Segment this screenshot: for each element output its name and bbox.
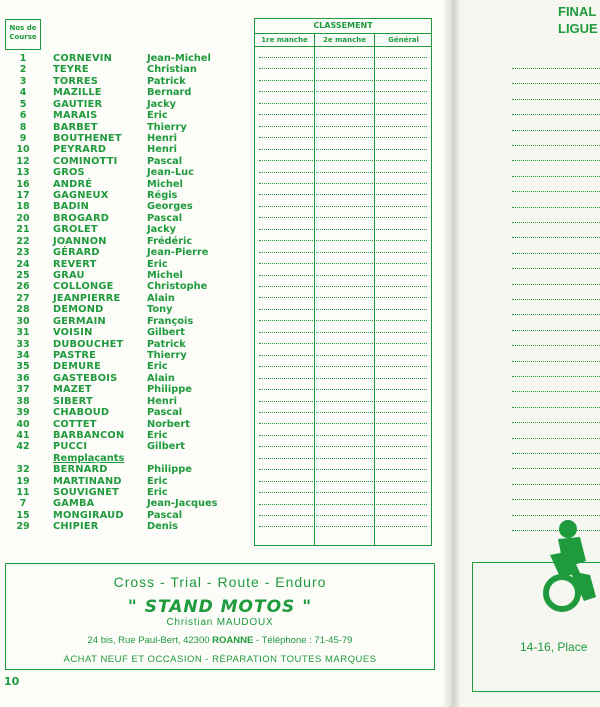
right-page-dotted-line	[512, 391, 600, 392]
rider-row	[5, 350, 255, 361]
rider-surname: SIBERT	[53, 395, 93, 407]
result-line	[259, 229, 427, 230]
rider-row	[5, 270, 255, 281]
rider-number: 31	[16, 327, 30, 339]
rider-number: 17	[16, 190, 30, 202]
right-page-dotted-line	[512, 145, 600, 146]
rider-firstname: François	[147, 315, 194, 327]
rider-number: 5	[19, 98, 27, 110]
rider-surname: PEYRARD	[53, 144, 107, 156]
page-gutter	[444, 0, 460, 707]
rider-surname: DUBOUCHET	[53, 338, 124, 350]
rider-number: 42	[16, 441, 30, 453]
result-line	[259, 309, 427, 310]
result-line	[259, 172, 427, 173]
result-line	[259, 194, 427, 195]
rider-surname: MARAIS	[53, 110, 98, 122]
rider-surname: JOANNON	[53, 235, 107, 247]
header-rule	[255, 46, 431, 47]
rider-surname: COMINOTTI	[53, 155, 118, 167]
result-line	[259, 332, 427, 333]
rider-surname: GAUTIER	[53, 98, 103, 110]
right-page-dotted-line	[512, 438, 600, 439]
rider-firstname: Henri	[147, 144, 178, 156]
rider-number: 7	[19, 498, 27, 510]
rider-firstname: Norbert	[147, 418, 190, 430]
rider-surname: COLLONGE	[53, 281, 114, 293]
rider-firstname: Christophe	[147, 281, 208, 293]
right-page-dotted-line	[512, 284, 600, 285]
rider-number: 20	[16, 212, 30, 224]
result-line	[259, 412, 427, 413]
rider-number: 16	[16, 178, 30, 190]
result-line	[259, 275, 427, 276]
rider-row	[5, 464, 255, 475]
rider-row	[5, 384, 255, 395]
rider-surname: GERMAIN	[53, 315, 106, 327]
right-page-dotted-line	[512, 499, 600, 500]
rider-row	[5, 224, 255, 235]
rider-number: 29	[16, 521, 30, 533]
rider-number: 10	[16, 144, 30, 156]
rider-row	[5, 201, 255, 212]
rider-surname: MAZILLE	[53, 87, 102, 99]
page-number: 10	[4, 675, 20, 688]
rider-surname: BADIN	[53, 201, 90, 213]
rider-surname: SOUVIGNET	[53, 487, 119, 499]
rider-surname: CHABOUD	[53, 407, 110, 419]
substitutes-heading: Remplaçants	[53, 452, 125, 464]
right-page-dotted-line	[512, 422, 600, 423]
result-line	[259, 206, 427, 207]
column-header-general: Général	[388, 36, 419, 44]
ad-city: ROANNE	[212, 635, 254, 646]
result-line	[259, 80, 427, 81]
rider-surname: BOUTHENET	[53, 132, 122, 144]
rider-firstname: Jean-Jacques	[147, 498, 218, 510]
right-page-dotted-line	[512, 114, 600, 115]
course-number-header	[5, 19, 41, 50]
rider-firstname: Michel	[147, 270, 183, 282]
rider-firstname: Philippe	[147, 384, 192, 396]
rider-row	[5, 53, 255, 64]
rider-number: 3	[19, 75, 27, 87]
rider-row	[5, 293, 255, 304]
motocross-rider-icon	[540, 515, 600, 615]
rider-number: 2	[19, 64, 27, 76]
rider-surname: DEMOND	[53, 304, 104, 316]
result-line	[259, 263, 427, 264]
ad-owner: Christian MAUDOUX	[166, 617, 274, 628]
result-line	[259, 183, 427, 184]
right-page-dotted-line	[512, 160, 600, 161]
ad-street: 24 bis, Rue Paul-Bert, 42300	[87, 635, 210, 646]
rider-row	[5, 259, 255, 270]
rider-number: 28	[16, 304, 30, 316]
rider-firstname: Alain	[147, 292, 175, 304]
rider-row	[5, 510, 255, 521]
rider-firstname: Patrick	[147, 338, 186, 350]
right-page-dotted-line	[512, 361, 600, 362]
right-page-dotted-line	[512, 176, 600, 177]
right-page-dotted-line	[512, 345, 600, 346]
right-page-dotted-line	[512, 222, 600, 223]
right-page-dotted-line	[512, 314, 600, 315]
result-line	[259, 469, 427, 470]
rider-row	[5, 179, 255, 190]
rider-row	[5, 87, 255, 98]
rider-number: 6	[19, 110, 27, 122]
rider-row	[5, 441, 255, 452]
rider-surname: BARBET	[53, 121, 98, 133]
result-line	[259, 149, 427, 150]
rider-surname: PUCCI	[53, 441, 88, 453]
result-line	[259, 515, 427, 516]
result-line	[259, 504, 427, 505]
rider-firstname: Christian	[147, 64, 197, 76]
result-line	[259, 366, 427, 367]
rider-firstname: Gilbert	[147, 327, 185, 339]
rider-number: 24	[16, 258, 30, 270]
result-line	[259, 286, 427, 287]
rider-surname: MONGIRAUD	[53, 509, 124, 521]
rider-row	[5, 247, 255, 258]
rider-number: 15	[16, 509, 30, 521]
ad-phone: - Téléphone : 71-45-79	[255, 635, 353, 646]
result-line	[259, 68, 427, 69]
right-page-dotted-line	[512, 207, 600, 208]
rider-firstname: Tony	[147, 304, 173, 316]
rider-firstname: Régis	[147, 190, 178, 202]
classement-title: CLASSEMENT	[255, 19, 431, 34]
rider-number: 35	[16, 361, 30, 373]
result-line	[259, 252, 427, 253]
rider-firstname: Michel	[147, 178, 183, 190]
rider-surname: ANDRÉ	[53, 178, 93, 190]
rider-number: 34	[16, 349, 30, 361]
ad-services: ACHAT NEUF ET OCCASION - RÉPARATION TOUTES MARQUES	[63, 654, 377, 665]
rider-surname: BROGARD	[53, 212, 110, 224]
result-line	[259, 343, 427, 344]
rider-number: 4	[19, 87, 27, 99]
right-page-dotted-line	[512, 407, 600, 408]
rider-row	[5, 190, 255, 201]
rider-firstname: Eric	[147, 429, 168, 441]
result-line	[259, 320, 427, 321]
right-page-dotted-line	[512, 484, 600, 485]
rider-row	[5, 213, 255, 224]
rider-firstname: Philippe	[147, 464, 192, 476]
rider-row	[5, 373, 255, 384]
result-line	[259, 240, 427, 241]
result-line	[259, 446, 427, 447]
column-header-1st-heat: 1re manche	[261, 36, 308, 44]
rider-firstname: Patrick	[147, 75, 186, 87]
ad-address	[6, 635, 434, 646]
rider-surname: BARBANCON	[53, 429, 125, 441]
rider-surname: GAGNEUX	[53, 190, 109, 202]
rider-surname: GROLET	[53, 224, 98, 236]
right-page-title	[558, 3, 598, 37]
right-page-dotted-line	[512, 99, 600, 100]
rider-firstname: Pascal	[147, 212, 183, 224]
rider-firstname: Pascal	[147, 407, 183, 419]
result-line	[259, 492, 427, 493]
rider-number: 37	[16, 384, 30, 396]
rider-surname: COTTET	[53, 418, 97, 430]
result-line	[259, 114, 427, 115]
right-page-dotted-line	[512, 330, 600, 331]
result-line	[259, 378, 427, 379]
result-line	[259, 297, 427, 298]
rider-row	[5, 396, 255, 407]
result-line	[259, 160, 427, 161]
rider-surname: TEYRE	[53, 64, 89, 76]
rider-number: 11	[16, 487, 30, 499]
rider-number: 22	[16, 235, 30, 247]
rider-number: 25	[16, 270, 30, 282]
rider-surname: DEMURE	[53, 361, 101, 373]
rider-number: 21	[16, 224, 30, 236]
rider-firstname: Pascal	[147, 509, 183, 521]
rider-number: 30	[16, 315, 30, 327]
rider-firstname: Bernard	[147, 87, 192, 99]
column-header-2nd-heat: 2e manche	[323, 36, 366, 44]
rider-firstname: Henri	[147, 132, 178, 144]
rider-row	[5, 281, 255, 292]
rider-number: 38	[16, 395, 30, 407]
rider-firstname: Eric	[147, 110, 168, 122]
rider-number: 19	[16, 475, 30, 487]
rider-firstname: Gilbert	[147, 441, 185, 453]
rider-row	[5, 76, 255, 87]
result-line	[259, 389, 427, 390]
rider-list	[5, 53, 255, 533]
rider-number: 32	[16, 464, 30, 476]
rider-surname: BERNARD	[53, 464, 108, 476]
right-page-dotted-line	[512, 453, 600, 454]
rider-firstname: Eric	[147, 487, 168, 499]
substitutes-heading-row	[5, 453, 255, 464]
rider-surname: VOISIN	[53, 327, 93, 339]
rider-number: 8	[19, 121, 27, 133]
result-line	[259, 137, 427, 138]
result-line	[259, 57, 427, 58]
result-line	[259, 423, 427, 424]
rider-firstname: Pascal	[147, 155, 183, 167]
rider-surname: MARTINAND	[53, 475, 122, 487]
rider-row	[5, 487, 255, 498]
course-number-header-text: Nos de Course	[9, 24, 37, 41]
ad-brand: " STAND MOTOS "	[127, 597, 313, 617]
rider-number: 23	[16, 247, 30, 259]
right-page-dotted-line	[512, 83, 600, 84]
rider-number: 12	[16, 155, 30, 167]
right-page-dotted-line	[512, 68, 600, 69]
rider-firstname: Henri	[147, 395, 178, 407]
rider-row	[5, 327, 255, 338]
right-page-dotted-line	[512, 253, 600, 254]
rider-row	[5, 144, 255, 155]
rider-surname: REVERT	[53, 258, 97, 270]
rider-number: 26	[16, 281, 30, 293]
right-page-dotted-line	[512, 191, 600, 192]
rider-number: 9	[19, 132, 27, 144]
rider-firstname: Jacky	[147, 224, 176, 236]
rider-number: 41	[16, 429, 30, 441]
rider-row	[5, 236, 255, 247]
result-line	[259, 435, 427, 436]
right-page-address: 14-16, Place	[520, 640, 588, 654]
rider-row	[5, 156, 255, 167]
rider-row	[5, 339, 255, 350]
right-page-dotted-line	[512, 130, 600, 131]
rider-surname: MAZET	[53, 384, 92, 396]
rider-surname: CHIPIER	[53, 521, 99, 533]
rider-surname: TORRES	[53, 75, 99, 87]
right-page-dotted-line	[512, 268, 600, 269]
rider-row	[5, 430, 255, 441]
ad-disciplines: Cross - Trial - Route - Enduro	[113, 574, 327, 590]
rider-firstname: Alain	[147, 372, 175, 384]
right-page-dotted-line	[512, 237, 600, 238]
rider-row	[5, 167, 255, 178]
rider-number: 40	[16, 418, 30, 430]
rider-row	[5, 122, 255, 133]
rider-row	[5, 419, 255, 430]
rider-firstname: Jean-Luc	[147, 167, 194, 179]
rider-row	[5, 133, 255, 144]
result-line	[259, 458, 427, 459]
rider-number: 36	[16, 372, 30, 384]
rider-firstname: Jacky	[147, 98, 176, 110]
rider-row	[5, 361, 255, 372]
result-line	[259, 91, 427, 92]
rider-firstname: Eric	[147, 361, 168, 373]
right-page-dotted-line	[512, 376, 600, 377]
rider-row	[5, 64, 255, 75]
rider-firstname: Thierry	[147, 349, 187, 361]
rider-firstname: Frédéric	[147, 235, 193, 247]
rider-row	[5, 521, 255, 532]
rider-row	[5, 110, 255, 121]
right-title-line2: LIGUE	[558, 21, 598, 36]
right-page-dotted-line	[512, 468, 600, 469]
result-line	[259, 126, 427, 127]
result-line	[259, 103, 427, 104]
rider-row	[5, 498, 255, 509]
rider-row	[5, 316, 255, 327]
result-line	[259, 401, 427, 402]
rider-firstname: Eric	[147, 258, 168, 270]
rider-row	[5, 304, 255, 315]
rider-firstname: Jean-Pierre	[147, 247, 209, 259]
result-line	[259, 355, 427, 356]
rider-number: 13	[16, 167, 30, 179]
rider-number: 39	[16, 407, 30, 419]
rider-surname: GÉRARD	[53, 247, 100, 259]
rider-row	[5, 99, 255, 110]
rider-row	[5, 476, 255, 487]
rider-number: 33	[16, 338, 30, 350]
rider-row	[5, 407, 255, 418]
rider-surname: GROS	[53, 167, 85, 179]
classement-table	[254, 18, 432, 546]
rider-surname: GASTEBOIS	[53, 372, 118, 384]
rider-firstname: Jean-Michel	[147, 53, 211, 64]
rider-firstname: Eric	[147, 475, 168, 487]
rider-surname: PASTRE	[53, 349, 97, 361]
advertisement	[5, 563, 435, 670]
right-page-dotted-line	[512, 299, 600, 300]
rider-firstname: Denis	[147, 521, 178, 533]
rider-firstname: Thierry	[147, 121, 187, 133]
rider-number: 18	[16, 201, 30, 213]
rider-number: 1	[19, 53, 27, 64]
result-line	[259, 217, 427, 218]
result-line	[259, 526, 427, 527]
rider-firstname: Georges	[147, 201, 193, 213]
rider-surname: JEANPIERRE	[53, 292, 121, 304]
right-title-line1: FINAL	[558, 4, 597, 19]
rider-number: 27	[16, 292, 30, 304]
rider-surname: GAMBA	[53, 498, 95, 510]
result-line	[259, 481, 427, 482]
rider-surname: GRAU	[53, 270, 85, 282]
rider-surname: CORNEVIN	[53, 53, 112, 64]
